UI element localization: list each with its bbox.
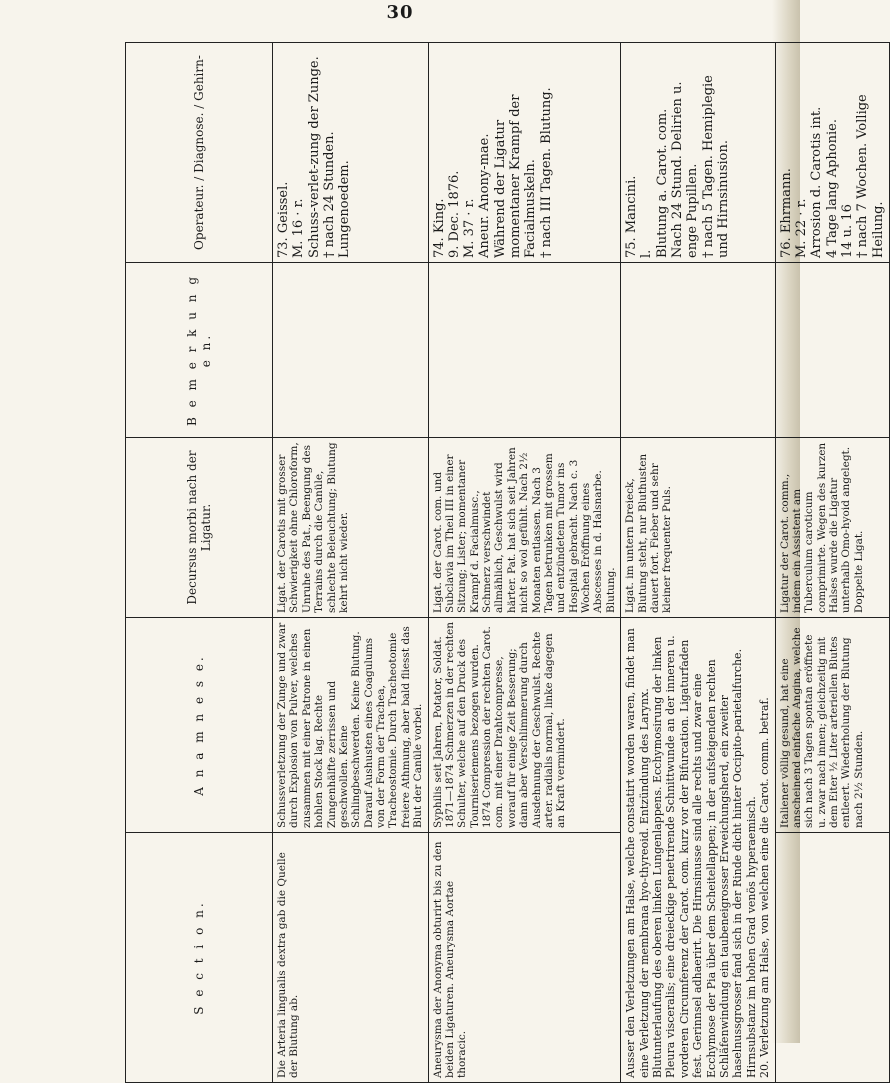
row-74-datum: 9. Dec. 1876. xyxy=(446,170,462,258)
row-75-anamnese: 20. Verletzung am Halse, von welchen eine die Carot. comm. betraf. xyxy=(758,697,772,1078)
row-76-diagnose: Arrosion d. Carotis int. xyxy=(809,106,825,258)
header-operateur: Operateur. xyxy=(191,184,206,250)
row-75-decursus: Ligat. im untern Dreieck, Blutung steht, nur Bluthusten dauert fort. Fieber und sehr kleiner frequenter Puls. xyxy=(621,438,775,618)
table-row xyxy=(775,43,889,1083)
ligature-case-table xyxy=(125,42,890,1083)
row-76-operateur: Ehrmann. xyxy=(778,168,794,234)
row-73-left-block: 73. Geissel. M. 16 · r. Schuss-verlet-zung der Zunge. † nach 24 Stunden. Lungenoedem. xyxy=(273,43,429,263)
header-section: S e c t i o n. xyxy=(126,833,273,1083)
row-74-diagnose: Aneur. Anony-mae. xyxy=(477,133,493,258)
rotated-table-wrapper xyxy=(125,43,886,1083)
row-76-ausgang: 14 u. 16 xyxy=(839,204,855,258)
table-row xyxy=(428,43,621,1083)
row-73-section: Die Arteria lingualis dextra gab die Quelle der Blutung ab. xyxy=(273,833,429,1083)
row-73-nr: 73. xyxy=(276,237,291,258)
row-74-seite: r. xyxy=(462,198,478,208)
row-75-operateur: Mancini. xyxy=(624,175,640,234)
row-76-bemerkungen xyxy=(775,263,889,438)
row-75-seite: l. xyxy=(639,249,655,258)
row-76-left-block: 76. Ehrmann. M. 22 · r. Arrosion d. Carotis int. 4 Tage lang Aphonie. 14 u. 16 † nach 7 Wochen. Vollige Heilung. xyxy=(775,43,889,263)
row-73-seite: r. xyxy=(291,198,307,208)
row-75-section-anamnese xyxy=(621,618,775,1083)
row-73-anamnese: Schussverletzung der Zunge und zwar durch Explosion von Pulver, welches zusammen mit einer Patrone in einen hohlen Stock lag. Rechte Zungenhälfte zerrissen und geschwollen. Keine Schlingbeschwerden. Keine Blutung. Darauf Aushusten eines Coagulums von der Form der Trachea, Tracheostomie. Durch Tracheotomie freiere Athmung, aber bald fliesst das Blut der Canüle vorbei. xyxy=(273,618,429,833)
table-row xyxy=(621,43,775,1083)
row-74-left-block: 74. King. 9. Dec. 1876. M. 37 · r. Aneur. Anony-mae. Während der Ligatur momentaner Krampf der Facialmuskeln. † nach III Tagen. Blutung. xyxy=(428,43,621,263)
row-75-gehirn: Nach 24 Stund. Delirien u. enge Pupillen. xyxy=(670,81,701,258)
row-75-bemerkungen xyxy=(621,263,775,438)
row-74-operateur: King. xyxy=(431,198,447,234)
row-76-seite: r. xyxy=(793,198,809,208)
row-75-diagnose: Blutung a. Carot. com. xyxy=(654,108,670,258)
header-decursus xyxy=(126,438,273,618)
row-74-ursache: † nach III Tagen. Blutung. xyxy=(538,87,554,258)
row-75-nr: 75. xyxy=(624,237,640,258)
header-row xyxy=(126,43,273,1083)
row-74-anamnese: Syphilis seit Jahren, Potator, Soldat. 1871—1874 Schmerzen in der rechten Schulter, welche auf den Druck des Tourniseriemens bezogen wurden. 1874 Compression der rechten Carot. com. mit einer Drahtcompresse, worauf für einige Zeit Besserung; dann aber Verschlimmerung durch Ausdehnung der Geschwulst. Rechte arter. radialis normal, linke dagegen an Kraft vermindert. xyxy=(428,618,621,833)
header-anamnese: A n a m n e s e. xyxy=(126,618,273,833)
row-76-nr: 76. xyxy=(778,237,794,258)
row-75-ursache: † nach 5 Tagen. Hemiplegie und Hirnsinusion. xyxy=(700,75,732,258)
header-decursus-line-2: Ligatur. xyxy=(199,503,213,552)
row-74-alter: M. 37 xyxy=(462,219,478,258)
row-76-decursus: Ligatur der Carot. comm., indem ein Assistent am Tuberculum caroticum comprimirte. Wegen des kurzen Halses wurde die Ligatur unterhalb Omo-hyoid angelegt. Doppelte Ligat. xyxy=(775,438,889,618)
row-73-operateur: Geissel. xyxy=(276,181,291,234)
row-76-gehirn: 4 Tage lang Aphonie. xyxy=(824,119,840,258)
row-74-bemerkungen xyxy=(428,263,621,438)
header-left-block: Operateur. / Diagnose. / Gehirn- xyxy=(126,43,273,263)
table-row xyxy=(273,43,429,1083)
row-73-alter: M. 16 xyxy=(291,219,307,258)
row-76-ursache: † nach 7 Wochen. Vollige Heilung. xyxy=(855,94,886,258)
row-73-decursus: Ligat. der Carotis mit grosser Schwierigkeit ohne Chloroform, Unruhe des Pat., Beengung des Terrains durch die Canüle, schlechte Beleuchtung; Blutung kehrt nicht wieder. xyxy=(273,438,429,618)
row-75-section: Ausser den Verletzungen am Halse, welche constatirt worden waren, findet man eine Verletzung der membrana hyo-thyreoid. Entzündung des Larynx. Blutunterlaufung des oberen linken Lungenlappens. Ecchymosirung der linken Pleura visceralis; eine dreieckige penetrirende Schnittwunde an der inneren u. vorderen Circumferenz der Carot. com. kurz vor der Bifurcation. Ligaturfaden fest. Gerinnsel adhaerirt. Die Hirnsinusse sind alle rechts und zwar eine Ecchymose der Pia über dem Scheitellappen; in der aufsteigenden rechten Schläfenwindung ein taubeneigrosser Erweichungsherd, ein zweiter haselnussgrosser fand sich in der Rinde dicht hinter Occipito-parietalfurche. Hirnsubstanz im hohen Grad venös hyperaemisch. xyxy=(624,628,758,1078)
row-74-decursus: Ligat. der Carot. com. und Subclavia im Theil III in einer Sitzung; Lister; momentaner Krampf d. Facialmusc., Schmerz verschwindet allmählich, Geschwulst wird härter. Pat. hat sich seit Jahren nicht so wol gefühlt. Nach 2½ Monaten entlassen. Nach 3 Tagen betrunken mit grossem und entzündetem Tumor ins Hospital gebracht. Nach c. 3 Wochen Eröffnung eines Abscesses in d. Halsnarbe. Blutung. xyxy=(428,438,621,618)
header-decursus-line-1: Decursus morbi nach der xyxy=(184,450,199,605)
row-74-nr: 74. xyxy=(431,237,447,258)
page-number: 30 xyxy=(386,2,414,23)
header-bemerkungen: B e m e r k u n g e n. xyxy=(126,263,273,438)
row-73-ursache: † nach 24 Stunden. Lungenoedem. xyxy=(321,131,353,258)
header-diagnose: Diagnose. xyxy=(191,112,206,173)
row-73-bemerkungen xyxy=(273,263,429,438)
row-76-anamnese: Italiener völlig gesund, hat eine anscheinend einfache Angina, welche sich nach 3 Tagen spontan eröffnete u. zwar nach innen; gleichzeitig mit dem Eiter ½ Liter arteriellen Blutes entleert. Wiederholung der Blutung nach 2½ Stunden. xyxy=(775,618,889,833)
row-74-gehirn: Während der Ligatur momentaner Krampf der Facialmuskeln. xyxy=(492,94,539,258)
row-73-diagnose: Schuss-verlet-zung der Zunge. xyxy=(306,56,322,258)
row-74-section: Aneurysma der Anonyma obturirt bis zu den beiden Ligaturen. Aneurysma Aortae thoracic. xyxy=(428,833,621,1083)
header-gehirn: Gehirn- xyxy=(191,55,206,101)
row-76-alter: M. 22 xyxy=(793,219,809,258)
row-75-left-block xyxy=(621,43,775,263)
row-76-section xyxy=(775,833,889,1083)
